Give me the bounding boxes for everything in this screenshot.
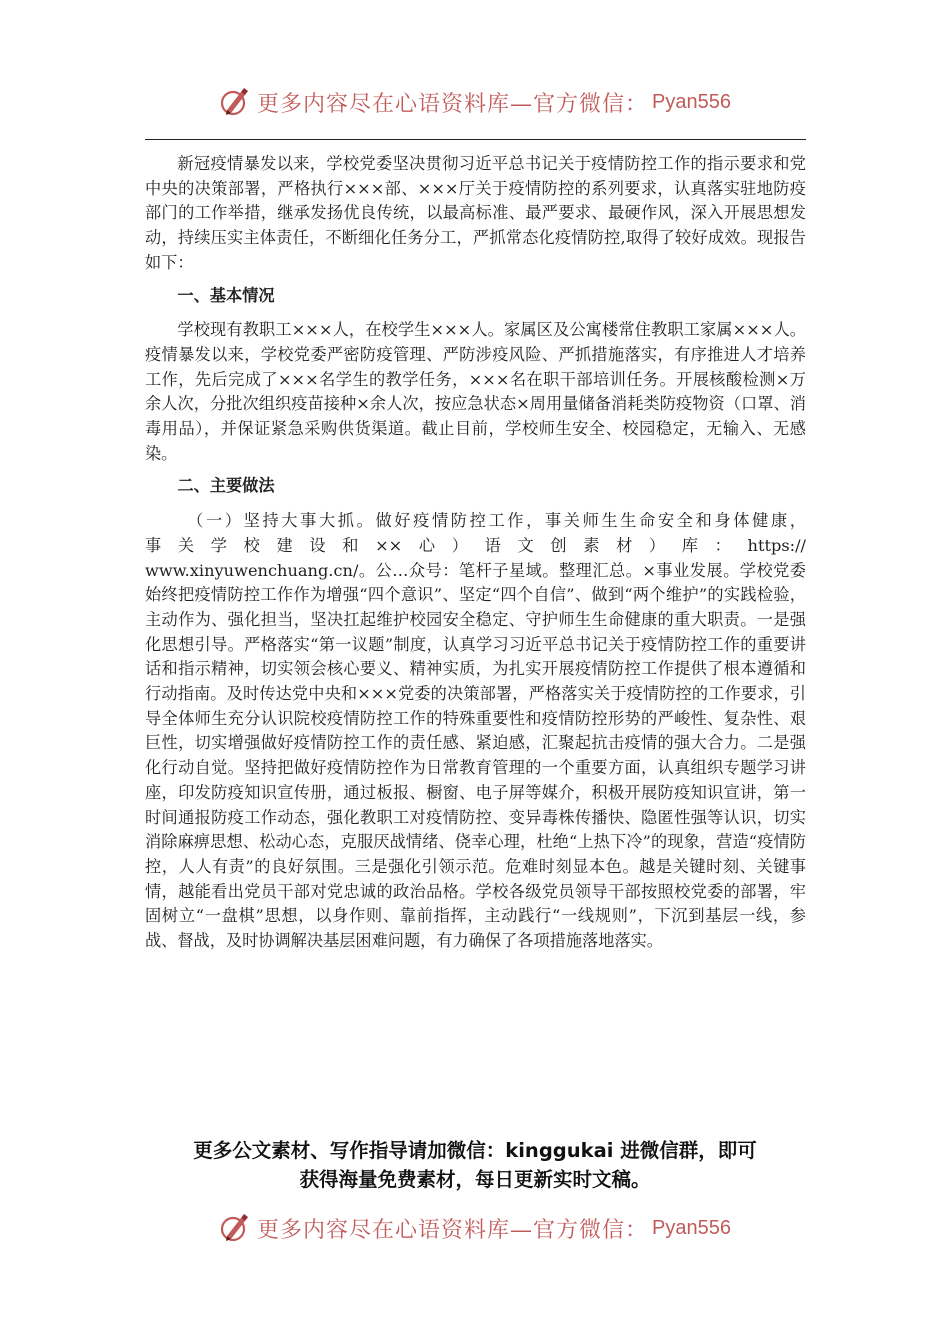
footer-banner: [0, 1208, 950, 1248]
practice-line-2: 事关学校建设和××心）语文创素材）库：https://: [145, 535, 806, 555]
basic-paragraph: 学校现有教职工×××人，在校学生×××人。家属区及公寓楼常住教职工家属×××人。疫情暴发以来，学校党委严密防疫管理、严防涉疫风险、严抓措施落实，有序推进人才培养工作，先后完成了×××名学生的教学任务，×××名在职干部培训任务。开展核酸检测×万余人次，分批次组织疫苗接种×余人次，按应急状态×周用量储备消耗类防疫物资（口罩、消毒用品），并保证紧急采购供货渠道。截止目前，学校师生安全、校园稳定，无输入、无感染。: [145, 320, 806, 463]
footer-note: [0, 1136, 950, 1194]
practice-line-1: （一）坚持大事大抓。做好疫情防控工作，事关师生生命安全和身体健康，: [187, 511, 806, 531]
banner-text: 更多内容尽在心语资料库—官方微信：: [257, 91, 649, 117]
footer-line-1: 更多公文素材、写作指导请加微信：kinggukai 进微信群，即可: [193, 1139, 757, 1162]
document-body: [145, 152, 806, 954]
section-heading-basic: 一、基本情况: [177, 285, 275, 305]
banner-handle: Pyan556: [652, 90, 731, 113]
footer-line-2: 获得海量免费素材，每日更新实时文稿。: [299, 1168, 651, 1191]
section-heading-practice: 二、主要做法: [177, 476, 275, 496]
intro-paragraph: 新冠疫情暴发以来，学校党委坚决贯彻习近平总书记关于疫情防控工作的指示要求和党中央的决策部署，严格执行×××部、×××厅关于疫情防控的系列要求，认真落实驻地防疫部门的工作举措，继承发扬优良传统，以最高标准、最严要求、最硬作风，深入开展思想发动，持续压实主体责任，不断细化任务分工，严抓常态化疫情防控,取得了较好成效。现报告如下：: [145, 154, 806, 272]
banner-text: 更多内容尽在心语资料库—官方微信：: [257, 1217, 649, 1243]
practice-paragraph: www.xinyuwenchuang.cn/。公…众号：笔杆子星域。整理汇总。×事业发展。学校党委始终把疫情防控工作作为增强“四个意识”、坚定“四个自信”、做到“两个维护”的实践检验，主动作为、强化担当，坚决扛起维护校园安全稳定、守护师生生命健康的重大职责。一是强化思想引导。严格落实“第一议题”制度，认真学习习近平总书记关于疫情防控工作的重要讲话和指示精神，切实领会核心要义、精神实质，为扎实开展疫情防控工作提供了根本遵循和行动指南。及时传达党中央和×××党委的决策部署，严格落实关于疫情防控的工作要求，引导全体师生充分认识院校疫情防控工作的特殊重要性和疫情防控形势的严峻性、复杂性、艰巨性，切实增强做好疫情防控工作的责任感、紧迫感，汇聚起抗击疫情的强大合力。二是强化行动自觉。坚持把做好疫情防控作为日常教育管理的一个重要方面，认真组织专题学习讲座，印发防疫知识宣传册，通过板报、橱窗、电子屏等媒介，积极开展防疫知识宣讲，第一时间通报防疫工作动态，强化教职工对疫情防控、变异毒株传播快、隐匿性强等认识，切实消除麻痹思想、松动心态，克服厌战情绪、侥幸心理，杜绝“上热下冷”的现象，营造“疫情防控，人人有责”的良好氛围。三是强化引领示范。危难时刻显本色。越是关键时刻、关键事情，越能看出党员干部对党忠诚的政治品格。学校各级党员领导干部按照校党委的部署，牢固树立“一盘棋”思想，以身作则、靠前指挥，主动践行“一线规则”，下沉到基层一线，参战、督战，及时协调解决基层困难问题，有力确保了各项措施落地落实。: [145, 560, 806, 951]
pen-logo-icon: [219, 1212, 251, 1244]
banner-handle: Pyan556: [652, 1216, 731, 1239]
pen-logo-icon: [219, 86, 251, 118]
header-banner: [0, 82, 950, 122]
header-rule: [145, 139, 806, 140]
